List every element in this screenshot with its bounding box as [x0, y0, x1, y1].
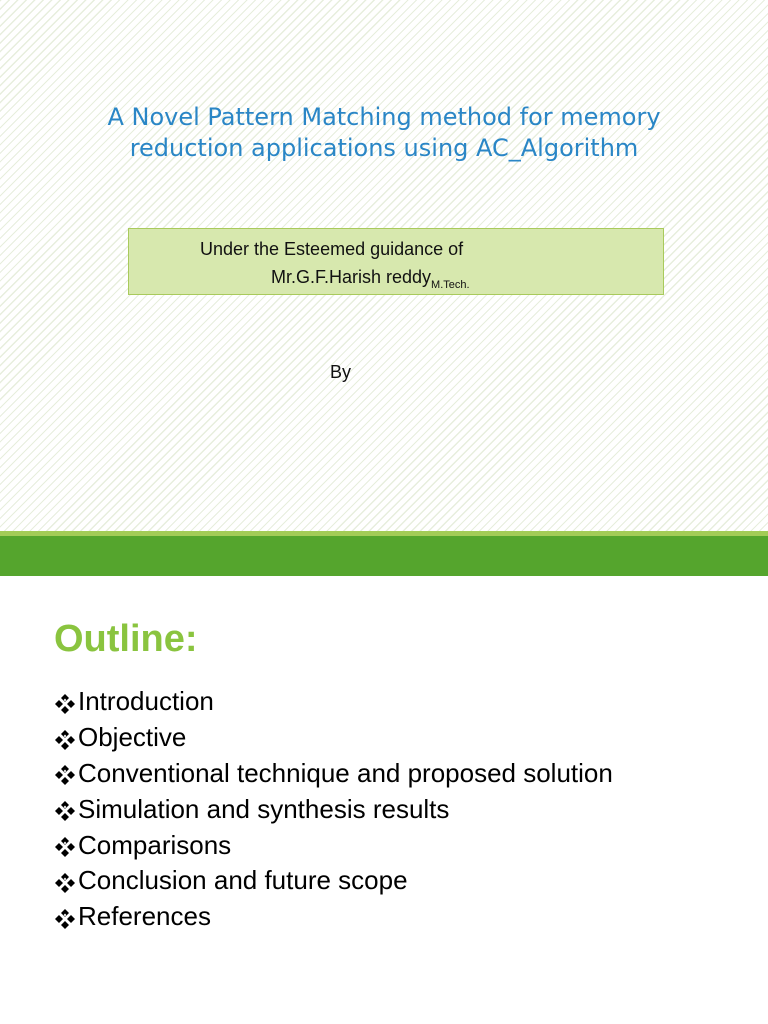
outline-item-label: Introduction [78, 686, 214, 717]
outline-item-label: Simulation and synthesis results [78, 793, 450, 824]
guidance-box [128, 228, 664, 295]
outline-item-label: Comparisons [78, 829, 232, 860]
outline-item-label: Conclusion and future scope [78, 865, 408, 896]
outline-item [54, 684, 613, 720]
outline-item-label: Conventional technique and proposed solution [78, 757, 613, 788]
outline-item-label: References [78, 901, 211, 932]
outline-list [54, 684, 613, 935]
outline-item [54, 720, 613, 756]
guide-name [271, 267, 470, 291]
four-diamond-bullet-icon [54, 798, 76, 820]
four-diamond-bullet-icon [54, 727, 76, 749]
title-line-2: reduction applications using AC_Algorithm [129, 134, 639, 162]
outline-item [54, 756, 613, 792]
guide-degree: M.Tech. [431, 279, 470, 291]
by-label: By [330, 362, 352, 382]
outline-item [54, 899, 613, 935]
divider-band-dark [0, 536, 768, 576]
outline-heading: Outline: [54, 618, 198, 660]
outline-item [54, 863, 613, 899]
four-diamond-bullet-icon [54, 691, 76, 713]
four-diamond-bullet-icon [54, 906, 76, 928]
outline-item [54, 791, 613, 827]
four-diamond-bullet-icon [54, 834, 76, 856]
outline-slide [0, 576, 768, 1024]
four-diamond-bullet-icon [54, 762, 76, 784]
guidance-text: Under the Esteemed guidance of [200, 239, 464, 259]
outline-item-label: Objective [78, 722, 187, 753]
slide-title [60, 102, 708, 164]
four-diamond-bullet-icon [54, 870, 76, 892]
guide-name-text: Mr.G.F.Harish reddy [271, 267, 432, 287]
outline-item [54, 827, 613, 863]
title-line-1: A Novel Pattern Matching method for memory [107, 103, 661, 131]
